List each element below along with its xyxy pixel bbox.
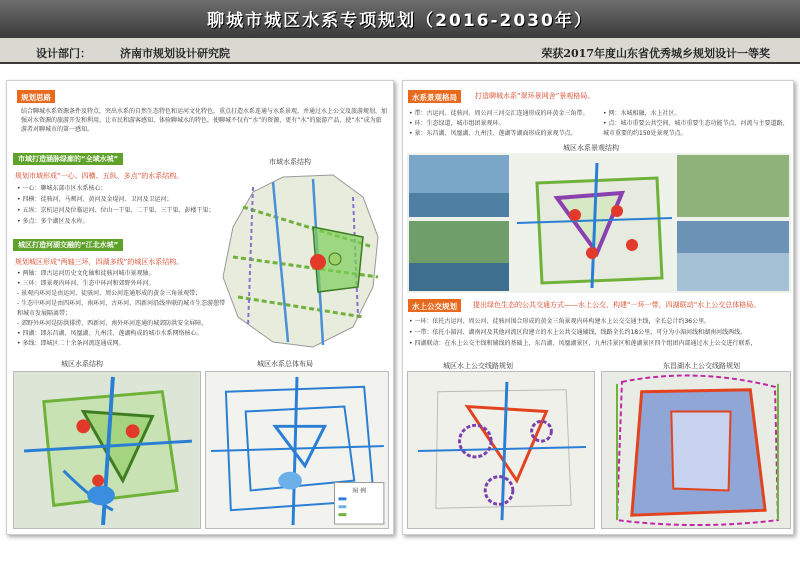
network-line: • 四横：徒骇河、马颊河、黄河及金堤河、卫河及卫运河； — [17, 196, 173, 203]
urban-structure-map — [13, 371, 201, 529]
city-line: - 郊野外环河是防洪排涝、西新河、南外环河连通的城郊防洪安全屏障。 — [17, 320, 208, 327]
network-line: • 多点：多个湖区及水库。 — [17, 218, 89, 225]
city-line: • 两轴：即古运河历史文化轴和徒骇河城市景观轴。 — [17, 270, 155, 277]
bus-sub: 提出绿色生态的公共交通方式——水上公交，构建“一环一带，四湖联动”水上公交总体格局。 — [473, 301, 761, 309]
network-sub: 规划市域形成“一心、四横、五纵、多点”的水系结构。 — [15, 172, 184, 180]
city-line: • 多线：即城区二十余条河流连通成网。 — [17, 340, 125, 347]
city-line: 和城市发展隔离带； — [17, 310, 72, 317]
city-structure-title: 市域水系结构 — [269, 158, 311, 166]
landscape-line: • 带：古运河、徒骇河、周公河三河交汇连通形成的环黄金三角带。 — [409, 110, 589, 117]
landscape-collage — [407, 153, 791, 293]
landscape-line: • 景：东昌湖、凤凰湖、九州洼、莲湖等湖面形成的景观节点。 — [409, 130, 577, 137]
design-dept-label: 设计部门： — [36, 47, 91, 60]
landscape-sub: 打造聊城水系“翠环景网舍”景观格局。 — [475, 92, 595, 100]
city-line: - 景观内环河是由运河、徒骇河、周公河连通形成的黄金三角景观带； — [17, 290, 202, 297]
urban-layout-title: 城区水系总体布局 — [257, 360, 313, 368]
landscape-heading: 水系景观格局 — [408, 90, 461, 103]
landscape-map-title: 城区水系景观结构 — [563, 144, 619, 152]
network-line: • 五纵：京杭运河及位临运河、位山一干渠、二干渠、三干渠、彭楼干渠； — [17, 207, 215, 214]
bus-line: • 一环：依托古运河、周公河、徒骇河围合形成的黄金三角景观内环构建水上公交交通主线，全长总计约36公里。 — [409, 318, 711, 325]
city-sub: 规划城区形成“两轴三环，四湖多线”的城区水系结构。 — [15, 258, 184, 266]
city-structure-map — [213, 167, 389, 353]
award-text: 荣获2017年度山东省优秀城乡规划设计一等奖 — [541, 47, 770, 60]
left-panel — [6, 80, 394, 535]
bus-line: • 四湖联动：在水上公交主线和辅线的基础上，东昌湖、凤凰湖景区、九州洼景区和莲湖景区四个组团内部通过水上公交进行联系， — [409, 340, 757, 347]
planning-text: 结合聊城水系资源条件及特点，突出水系的自然生态特色和运河文化特色，重点打造水系连通与水系景观，并通过水上公交及旅游规划，加强对水资源的旅游开发和利用，让市民和游客感知、体验聊城水的特色，使聊城不仅有“水”的资源，更有“水”的旅游产品，使“水”成为旅游者对聊城市的第一感知。 — [21, 108, 388, 133]
city-line: • 四湖：即东昌湖、凤凰湖、九州洼、莲湖构成的城市水系网络核心。 — [17, 330, 203, 337]
landscape-line: • 环：生态绿道，城市组团景观环。 — [409, 120, 505, 127]
bus-heading: 水上公交规划 — [408, 299, 461, 312]
landscape-line: 城市重要的约150处景观节点。 — [603, 130, 687, 137]
design-dept-value: 济南市规划设计研究院 — [120, 47, 230, 60]
bus-line: • 一带：依托小湄河、湖南河及其他河流区段建立的水上公共交通辅线，线路全长约18公里，可分为小湄河线和湖南河线两线。 — [409, 329, 747, 336]
page-title: 聊城市城区水系专项规划（2016-2030年） — [207, 11, 593, 31]
urban-structure-title: 城区水系结构 — [61, 360, 103, 368]
city-line: - 生态中环河是由四环河、南环河、古环河、四新河沿线串联的城市生态游憩带 — [17, 300, 226, 307]
bus-map-right-title: 东昌湖水上公交线路规划 — [663, 362, 740, 370]
bus-map-left-title: 城区水上公交线路规划 — [443, 362, 513, 370]
dongchang-lake-map — [601, 371, 791, 529]
right-panel — [402, 80, 794, 535]
urban-layout-map — [205, 371, 389, 529]
bus-route-map — [407, 371, 595, 529]
network-heading: 市域打造涵脉绿廊的“全域水城” — [13, 153, 123, 165]
network-line: • 一心：聊城东部市区水系核心； — [17, 185, 107, 192]
city-line: • 三环：即景观内环河、生态中环河和郊野外环河。 — [17, 280, 155, 287]
legend-label: 图 例 — [352, 488, 366, 495]
planning-heading: 规划思路 — [17, 90, 55, 103]
landscape-line: • 点：城市重要公共空间、城市重要生态功能节点、河流与主要道路、 — [603, 120, 789, 127]
city-heading: 城区打造河湖交融的“江北水城” — [13, 239, 123, 251]
landscape-line: • 网：水城相融，水上社区。 — [603, 110, 681, 117]
